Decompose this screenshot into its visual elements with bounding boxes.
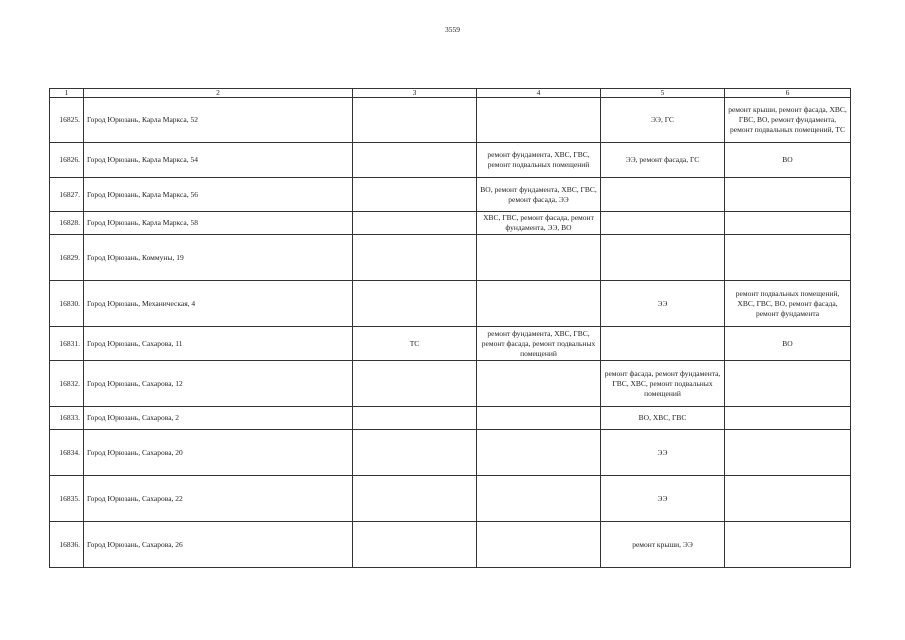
col6-cell <box>725 235 851 281</box>
table-row <box>50 361 851 407</box>
address-cell: Город Юрюзань, Сахарова, 12 <box>84 361 353 407</box>
table-row <box>50 407 851 430</box>
header-cell: 2 <box>84 89 353 98</box>
row-number: 16828. <box>50 212 84 235</box>
col5-cell: ЭЭ <box>601 476 725 522</box>
repair-table <box>49 88 851 568</box>
address-cell: Город Юрюзань, Сахарова, 22 <box>84 476 353 522</box>
col4-cell: ремонт фундамента, ХВС, ГВС, ремонт фасада, ремонт подвальных помещений <box>477 327 601 361</box>
col5-cell <box>601 178 725 212</box>
row-number: 16830. <box>50 281 84 327</box>
col6-cell: ВО <box>725 327 851 361</box>
col3-cell <box>353 430 477 476</box>
address-cell: Город Юрюзань, Сахарова, 2 <box>84 407 353 430</box>
address-cell: Город Юрюзань, Механическая, 4 <box>84 281 353 327</box>
col3-cell <box>353 407 477 430</box>
col6-cell <box>725 178 851 212</box>
row-number: 16831. <box>50 327 84 361</box>
col4-cell <box>477 235 601 281</box>
col4-cell <box>477 407 601 430</box>
table-row <box>50 327 851 361</box>
header-cell: 3 <box>353 89 477 98</box>
address-cell: Город Юрюзань, Карла Маркса, 56 <box>84 178 353 212</box>
col4-cell <box>477 361 601 407</box>
col3-cell <box>353 522 477 568</box>
address-cell: Город Юрюзань, Сахарова, 11 <box>84 327 353 361</box>
col5-cell <box>601 212 725 235</box>
col4-cell: ремонт фундамента, ХВС, ГВС, ремонт подвальных помещений <box>477 143 601 178</box>
address-cell: Город Юрюзань, Сахарова, 20 <box>84 430 353 476</box>
table-row <box>50 430 851 476</box>
col6-cell: ремонт подвальных помещений, ХВС, ГВС, ВО, ремонт фасада, ремонт фундамента <box>725 281 851 327</box>
col6-cell: ВО <box>725 143 851 178</box>
col5-cell <box>601 327 725 361</box>
col3-cell <box>353 212 477 235</box>
col6-cell <box>725 407 851 430</box>
col5-cell: ВО, ХВС, ГВС <box>601 407 725 430</box>
col6-cell: ремонт крыши, ремонт фасада, ХВС, ГВС, ВО, ремонт фундамента, ремонт подвальных помещений, ТС <box>725 98 851 143</box>
row-number: 16825. <box>50 98 84 143</box>
col4-cell <box>477 476 601 522</box>
col4-cell <box>477 98 601 143</box>
address-cell: Город Юрюзань, Сахарова, 26 <box>84 522 353 568</box>
address-cell: Город Юрюзань, Карла Маркса, 54 <box>84 143 353 178</box>
address-cell: Город Юрюзань, Карла Маркса, 58 <box>84 212 353 235</box>
row-number: 16832. <box>50 361 84 407</box>
col4-cell: ВО, ремонт фундамента, ХВС, ГВС, ремонт фасада, ЭЭ <box>477 178 601 212</box>
table-row <box>50 281 851 327</box>
table-row <box>50 235 851 281</box>
col3-cell <box>353 281 477 327</box>
table-row <box>50 178 851 212</box>
col6-cell <box>725 476 851 522</box>
col3-cell <box>353 178 477 212</box>
col4-cell: ХВС, ГВС, ремонт фасада, ремонт фундамента, ЭЭ, ВО <box>477 212 601 235</box>
table-row <box>50 143 851 178</box>
row-number: 16836. <box>50 522 84 568</box>
address-cell: Город Юрюзань, Коммуны, 19 <box>84 235 353 281</box>
col5-cell: ЭЭ <box>601 430 725 476</box>
header-cell: 1 <box>50 89 84 98</box>
col5-cell <box>601 235 725 281</box>
header-cell: 5 <box>601 89 725 98</box>
page-number: 3559 <box>445 25 460 34</box>
col5-cell: ремонт крыши, ЭЭ <box>601 522 725 568</box>
row-number: 16829. <box>50 235 84 281</box>
col4-cell <box>477 430 601 476</box>
address-cell: Город Юрюзань, Карла Маркса, 52 <box>84 98 353 143</box>
row-number: 16833. <box>50 407 84 430</box>
col3-cell: ТС <box>353 327 477 361</box>
col5-cell: ремонт фасада, ремонт фундамента, ГВС, ХВС, ремонт подвальных помещений <box>601 361 725 407</box>
col6-cell <box>725 430 851 476</box>
col3-cell <box>353 143 477 178</box>
header-cell: 4 <box>477 89 601 98</box>
table-row <box>50 476 851 522</box>
table-row <box>50 98 851 143</box>
row-number: 16835. <box>50 476 84 522</box>
col5-cell: ЭЭ, ремонт фасада, ГС <box>601 143 725 178</box>
row-number: 16834. <box>50 430 84 476</box>
col3-cell <box>353 235 477 281</box>
row-number: 16826. <box>50 143 84 178</box>
col5-cell: ЭЭ, ГС <box>601 98 725 143</box>
col4-cell <box>477 522 601 568</box>
col3-cell <box>353 98 477 143</box>
col6-cell <box>725 212 851 235</box>
col6-cell <box>725 522 851 568</box>
header-row <box>50 89 851 98</box>
table-row <box>50 522 851 568</box>
row-number: 16827. <box>50 178 84 212</box>
col3-cell <box>353 476 477 522</box>
col4-cell <box>477 281 601 327</box>
col5-cell: ЭЭ <box>601 281 725 327</box>
col6-cell <box>725 361 851 407</box>
col3-cell <box>353 361 477 407</box>
header-cell: 6 <box>725 89 851 98</box>
table-row <box>50 212 851 235</box>
